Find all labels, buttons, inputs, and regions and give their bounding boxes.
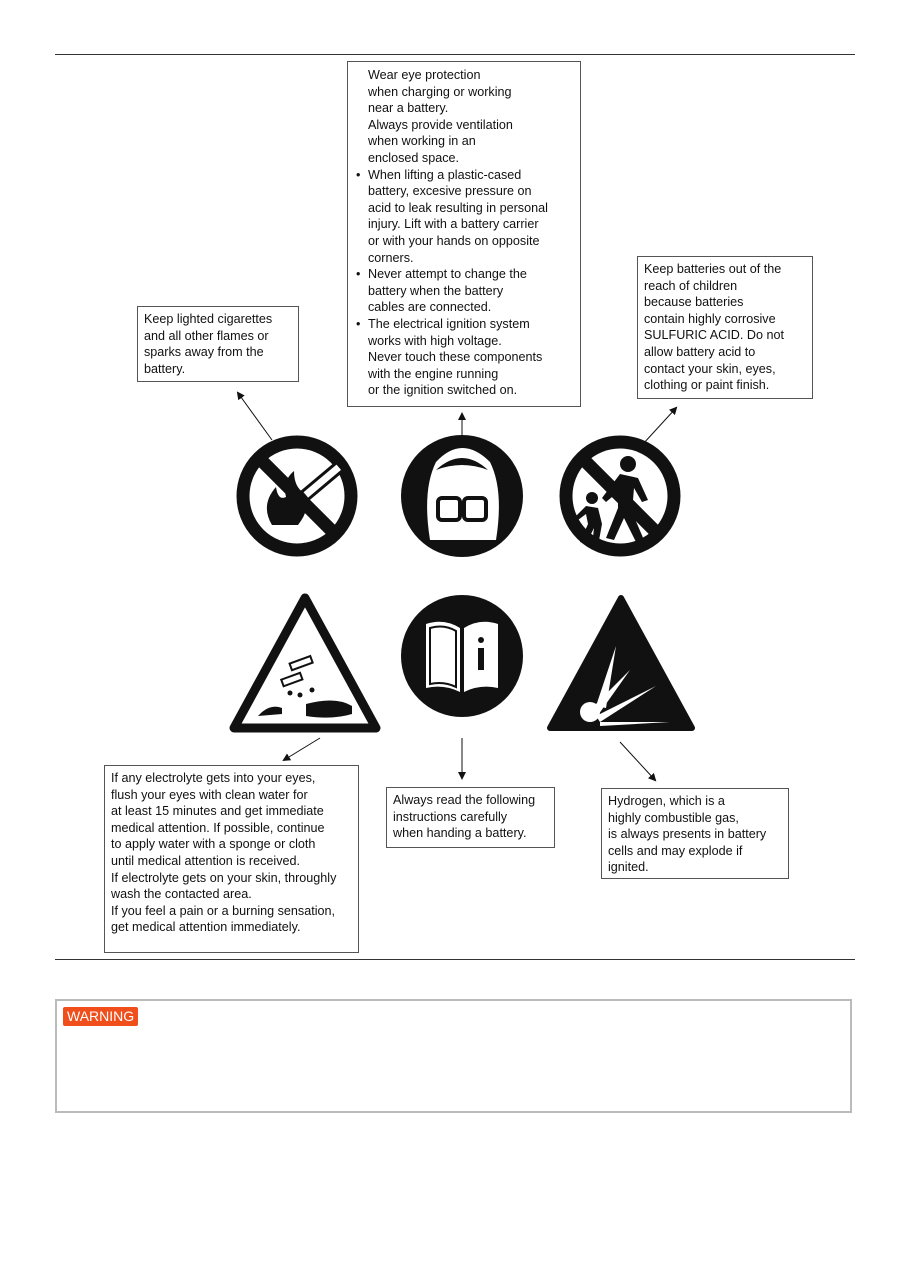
text-line: corners. [368,250,414,265]
text-line: instructions carefully [393,809,508,824]
explosive-gas-warning-icon [550,598,692,728]
keep-away-children-icon [566,442,674,550]
text-line: is always presents in battery [608,827,767,842]
text-line: enclosed space. [368,150,460,165]
text-line: contain highly corrosive [644,311,776,326]
text-line: battery, excesive pressure on [368,184,532,199]
text-line: cells and may explode if [608,843,743,858]
text-line: injury. Lift with a battery carrier [368,217,539,232]
text-line: until medical attention is received. [111,853,301,868]
text-line: Keep batteries out of the [644,262,782,276]
callout-instructions [386,787,555,848]
text-line: at least 15 minutes and get immediate [111,804,324,819]
text-line: If electrolyte gets on your skin, throughly [111,870,337,885]
text-line: allow battery acid to [644,344,756,359]
text-line: medical attention. If possible, continue [111,820,325,835]
arrow-flames [238,393,272,440]
bullet-item: • When lifting a plastic-cased battery, excesive pressure on acid to leak resulting in personal injury. Lift with a battery carrier or with your hands on opposite corners. [354,167,574,267]
callout-electrolyte [104,765,359,953]
text-line: SULFURIC ACID. Do not [644,328,784,343]
text-line: battery when the battery [368,283,504,298]
text-line: when charging or working [368,84,512,99]
text-line: Never touch these components [368,350,543,365]
read-manual-icon [401,595,523,717]
arrow-hydrogen [620,742,655,780]
text-line: Always read the following [393,793,536,807]
text-line: Wear eye protection [368,68,481,82]
text-line: If you feel a pain or a burning sensation, [111,903,336,918]
text-line: reach of children [644,278,738,293]
text-line: battery. [144,361,186,376]
warning-box [55,999,852,1113]
text-line: Never attempt to change the [368,267,527,282]
text-line: flush your eyes with clean water for [111,787,308,802]
text-line: acid to leak resulting in personal [368,200,548,215]
text-line: near a battery. [368,101,449,116]
callout-children [637,256,813,399]
text-line: to apply water with a sponge or cloth [111,837,316,852]
text-line: clothing or paint finish. [644,378,770,393]
text-line: wash the contacted area. [111,887,252,902]
text-line: Hydrogen, which is a [608,794,725,808]
corrosive-warning-icon [234,598,376,728]
text-line: and all other flames or [144,328,269,343]
warning-badge: WARNING [63,1007,138,1026]
text-line: When lifting a plastic-cased [368,167,522,182]
no-flames-icon [243,442,351,550]
text-line: contact your skin, eyes, [644,361,776,376]
text-line: with the engine running [368,366,499,381]
text-line: sparks away from the [144,345,264,360]
callout-flames [137,306,299,382]
text-line: cables are connected. [368,300,492,315]
eye-protection-icon [401,435,523,557]
text-line: The electrical ignition system [368,316,530,331]
text-line: If any electrolyte gets into your eyes, [111,771,316,785]
arrow-children [643,408,676,444]
bullet-item: • The electrical ignition system works with high voltage. Never touch these components with the engine running or the ignition switched on. [354,316,574,399]
text-line: or the ignition switched on. [368,383,518,398]
bullet-item: • Never attempt to change the battery when the battery cables are connected. [354,266,574,316]
text-line: highly combustible gas, [608,810,739,825]
text-line: when handing a battery. [393,826,527,841]
arrow-electrolyte [284,738,320,760]
text-line: Keep lighted cigarettes [144,312,273,326]
text-line: works with high voltage. [368,333,502,348]
text-line: when working in an [368,134,476,149]
text-line: get medical attention immediately. [111,920,301,935]
callout-hydrogen [601,788,789,879]
text-line: or with your hands on opposite [368,233,540,248]
text-line: Always provide ventilation [368,117,513,132]
text-line: because batteries [644,295,744,310]
text-line: ignited. [608,860,649,875]
callout-eye-protection [347,61,581,407]
